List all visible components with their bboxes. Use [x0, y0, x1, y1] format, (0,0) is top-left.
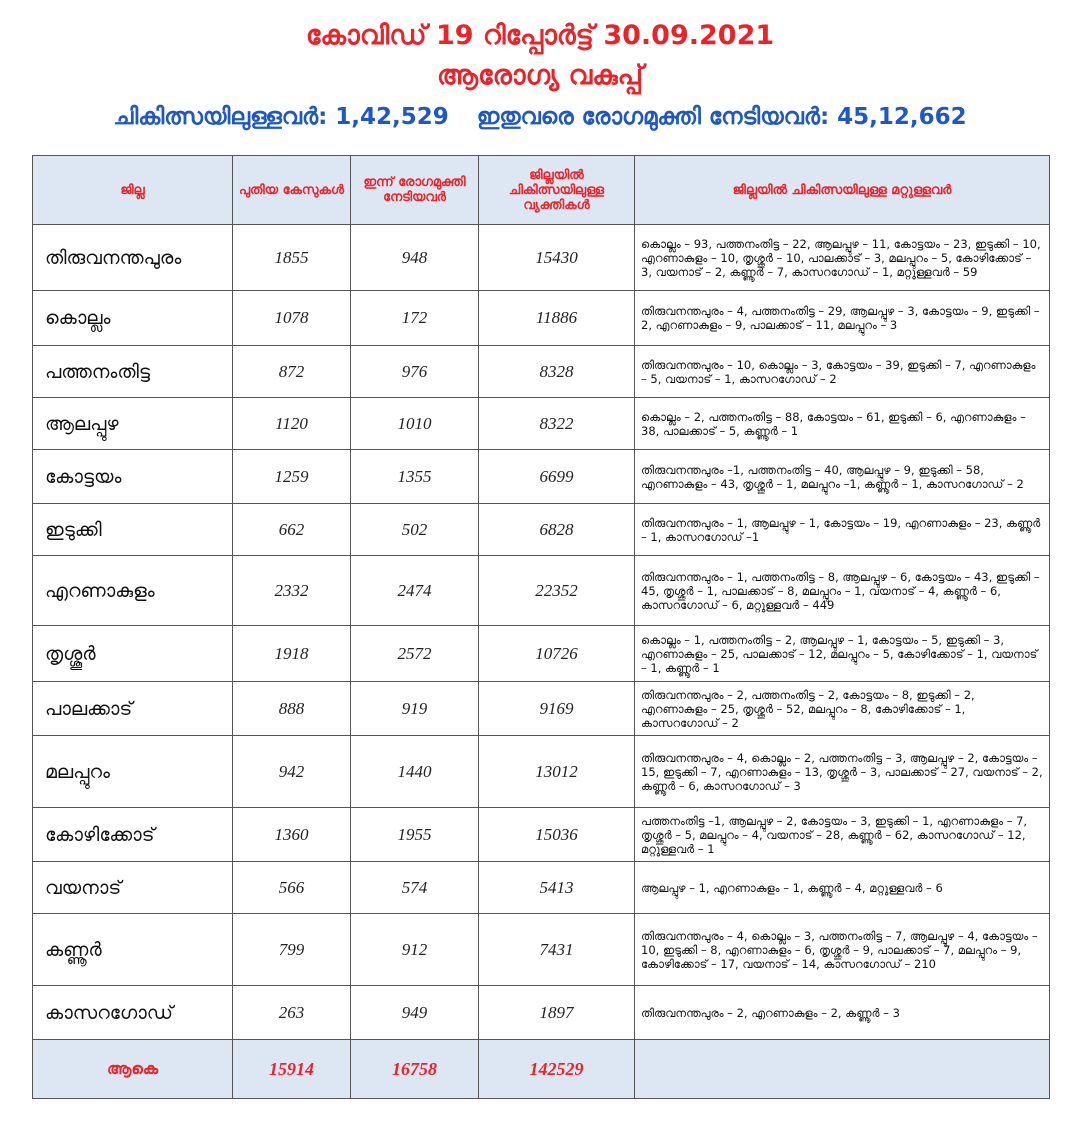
table-row	[33, 986, 1050, 1040]
others-breakdown: തിരുവനന്തപുരം – 1, ആലപ്പുഴ – 1, കോട്ടയം – 19, എറണാകുളം – 23, കണ്ണൂർ – 1, കാസറഗോഡ് –1	[635, 504, 1050, 556]
under-treatment: 15036	[479, 808, 635, 862]
table-row	[33, 398, 1050, 450]
others-breakdown: തിരുവനന്തപുരം – 4, കൊല്ലം – 3, പത്തനംതിട്ട – 7, ആലപ്പുഴ – 4, കോട്ടയം – 10, ഇടുക്കി – 8, എറണാകുളം – 6, തൃശ്ശൂർ – 9, പാലക്കാട് – 7, മലപ്പുറം – 9, കോഴിക്കോട് – 17, വയനാട് – 14, കാസറഗോഡ് – 210	[635, 914, 1050, 986]
under-treatment: 8322	[479, 398, 635, 450]
recovered-today: 2572	[351, 626, 479, 682]
new-cases: 872	[233, 346, 351, 398]
table-row	[33, 862, 1050, 914]
report-title: കോവിഡ് 19 റിപ്പോർട്ട് 30.09.2021	[305, 20, 775, 51]
new-cases: 1259	[233, 450, 351, 504]
others-breakdown: കൊല്ലം – 2, പത്തനംതിട്ട – 88, കോട്ടയം – 61, ഇടുക്കി – 6, എറണാകുളം – 38, പാലക്കാട് – 5, കണ്ണൂർ – 1	[635, 398, 1050, 450]
new-cases: 2332	[233, 556, 351, 626]
under-treatment: 10726	[479, 626, 635, 682]
table-row	[33, 504, 1050, 556]
district-name: തൃശ്ശൂർ	[33, 626, 233, 682]
new-cases: 799	[233, 914, 351, 986]
new-cases: 888	[233, 682, 351, 736]
total-label: ആകെ	[33, 1040, 233, 1099]
summary-line	[0, 104, 1080, 130]
district-name: കാസറഗോഡ്	[33, 986, 233, 1040]
district-name: വയനാട്	[33, 862, 233, 914]
under-treatment: 13012	[479, 736, 635, 808]
others-breakdown: തിരുവനന്തപുരം – 1, പത്തനംതിട്ട – 8, ആലപ്പുഴ – 6, കോട്ടയം – 43, ഇടുക്കി – 45, തൃശ്ശൂർ – 1, പാലക്കാട് – 8, മലപ്പുറം – 1, വയനാട് – 4, കണ്ണൂർ – 6, കാസറഗോഡ് – 6, മറ്റുള്ളവർ – 449	[635, 556, 1050, 626]
col-others: ജില്ലയിൽ ചികിത്സയിലുള്ള മറ്റുള്ളവർ	[635, 156, 1050, 225]
district-name: കണ്ണൂർ	[33, 914, 233, 986]
district-name: പത്തനംതിട്ട	[33, 346, 233, 398]
new-cases: 1855	[233, 225, 351, 291]
new-cases: 263	[233, 986, 351, 1040]
under-treatment: 11886	[479, 291, 635, 346]
department-name: ആരോഗ്യ വകുപ്പ്	[436, 60, 644, 91]
under-treatment: 15430	[479, 225, 635, 291]
under-treatment: 6828	[479, 504, 635, 556]
table-row	[33, 291, 1050, 346]
col-new-cases: പുതിയ കേസുകൾ	[233, 156, 351, 225]
recovered-today: 1355	[351, 450, 479, 504]
recovered-today: 574	[351, 862, 479, 914]
table-row	[33, 346, 1050, 398]
table-header-row	[33, 156, 1050, 225]
col-recovered-today: ഇന്ന് രോഗമുക്തി നേടിയവർ	[351, 156, 479, 225]
under-treatment-summary: ചികിത്സയിലുള്ളവർ: 1,42,529	[113, 104, 449, 130]
recovered-total-summary: ഇതുവരെ രോഗമുക്തി നേടിയവർ: 45,12,662	[476, 104, 967, 130]
others-breakdown: തിരുവനന്തപുരം – 4, കൊല്ലം – 2, പത്തനംതിട്ട – 3, ആലപ്പുഴ – 2, കോട്ടയം – 15, ഇടുക്കി – 7, എറണാകുളം – 13, തൃശ്ശൂർ – 3, പാലക്കാട് – 27, വയനാട് – 2, കണ്ണൂർ – 6, കാസറഗോഡ് – 3	[635, 736, 1050, 808]
total-new-cases: 15914	[233, 1040, 351, 1099]
district-name: കോട്ടയം	[33, 450, 233, 504]
under-treatment: 22352	[479, 556, 635, 626]
under-treatment: 7431	[479, 914, 635, 986]
total-others-empty	[635, 1040, 1050, 1099]
others-breakdown: തിരുവനന്തപുരം –1, പത്തനംതിട്ട – 40, ആലപ്പുഴ – 9, ഇടുക്കി – 58, എറണാകുളം – 43, തൃശ്ശൂർ – 1, മലപ്പുറം –1, കണ്ണൂർ – 1, കാസറഗോഡ് – 2	[635, 450, 1050, 504]
recovered-today: 502	[351, 504, 479, 556]
table-row	[33, 556, 1050, 626]
under-treatment: 1897	[479, 986, 635, 1040]
district-name: ആലപ്പുഴ	[33, 398, 233, 450]
total-under-treatment: 142529	[479, 1040, 635, 1099]
recovered-today: 1440	[351, 736, 479, 808]
new-cases: 1918	[233, 626, 351, 682]
table-row	[33, 626, 1050, 682]
district-name: കൊല്ലം	[33, 291, 233, 346]
district-name: മലപ്പുറം	[33, 736, 233, 808]
col-district: ജില്ല	[33, 156, 233, 225]
others-breakdown: തിരുവനന്തപുരം – 2, പത്തനംതിട്ട – 2, കോട്ടയം – 8, ഇടുക്കി – 2, എറണാകുളം – 25, തൃശ്ശൂർ – 52, മലപ്പുറം – 8, കോഴിക്കോട് – 1, കാസറഗോഡ് – 2	[635, 682, 1050, 736]
recovered-today: 172	[351, 291, 479, 346]
recovered-today: 912	[351, 914, 479, 986]
new-cases: 942	[233, 736, 351, 808]
under-treatment: 8328	[479, 346, 635, 398]
district-name: എറണാകുളം	[33, 556, 233, 626]
new-cases: 1078	[233, 291, 351, 346]
district-name: കോഴിക്കോട്	[33, 808, 233, 862]
others-breakdown: തിരുവനന്തപുരം – 2, എറണാകുളം – 2, കണ്ണൂർ – 3	[635, 986, 1050, 1040]
district-name: പാലക്കാട്	[33, 682, 233, 736]
others-breakdown: ആലപ്പുഴ – 1, എറണാകുളം – 1, കണ്ണൂർ – 4, മറ്റുള്ളവർ – 6	[635, 862, 1050, 914]
others-breakdown: തിരുവനന്തപുരം – 10, കൊല്ലം – 3, കോട്ടയം – 39, ഇടുക്കി – 7, എറണാകുളം – 5, വയനാട് – 1, കാസറഗോഡ് – 2	[635, 346, 1050, 398]
recovered-today: 1955	[351, 808, 479, 862]
recovered-today: 919	[351, 682, 479, 736]
recovered-today: 949	[351, 986, 479, 1040]
others-breakdown: കൊല്ലം – 93, പത്തനംതിട്ട – 22, ആലപ്പുഴ – 11, കോട്ടയം – 23, ഇടുക്കി – 10, എറണാകുളം – 10, തൃശ്ശൂർ – 10, പാലക്കാട് – 3, മലപ്പുറം – 5, കോഴിക്കോട് – 3, വയനാട് – 2, കണ്ണൂർ – 7, കാസറഗോഡ് – 1, മറ്റുള്ളവർ – 59	[635, 225, 1050, 291]
under-treatment: 9169	[479, 682, 635, 736]
new-cases: 566	[233, 862, 351, 914]
table-row	[33, 736, 1050, 808]
table-row	[33, 225, 1050, 291]
others-breakdown: തിരുവനന്തപുരം – 4, പത്തനംതിട്ട – 29, ആലപ്പുഴ – 3, കോട്ടയം – 9, ഇടുക്കി – 2, എറണാകുളം – 9, പാലക്കാട് – 11, മലപ്പുറം – 3	[635, 291, 1050, 346]
table-row	[33, 450, 1050, 504]
district-report-table	[32, 155, 1050, 1099]
others-breakdown: കൊല്ലം – 1, പത്തനംതിട്ട – 2, ആലപ്പുഴ – 1, കോട്ടയം – 5, ഇടുക്കി – 3, എറണാകുളം – 25, പാലക്കാട് – 12, മലപ്പുറം – 5, കോഴിക്കോട് – 1, വയനാട് – 1, കണ്ണൂർ – 1	[635, 626, 1050, 682]
recovered-today: 1010	[351, 398, 479, 450]
col-under-treatment: ജില്ലയിൽ ചികിത്സയിലുള്ള വ്യക്തികൾ	[479, 156, 635, 225]
district-name: തിരുവനന്തപുരം	[33, 225, 233, 291]
new-cases: 1360	[233, 808, 351, 862]
new-cases: 662	[233, 504, 351, 556]
recovered-today: 948	[351, 225, 479, 291]
total-row	[33, 1040, 1050, 1099]
district-name: ഇടുക്കി	[33, 504, 233, 556]
others-breakdown: പത്തനംതിട്ട –1, ആലപ്പുഴ – 2, കോട്ടയം – 3, ഇടുക്കി – 1, എറണാകുളം – 7, തൃശ്ശൂർ – 5, മലപ്പുറം – 4, വയനാട് – 28, കണ്ണൂർ – 62, കാസറഗോഡ് – 12, മറ്റുള്ളവർ – 1	[635, 808, 1050, 862]
under-treatment: 5413	[479, 862, 635, 914]
under-treatment: 6699	[479, 450, 635, 504]
table-row	[33, 808, 1050, 862]
recovered-today: 976	[351, 346, 479, 398]
table-row	[33, 682, 1050, 736]
new-cases: 1120	[233, 398, 351, 450]
total-recovered-today: 16758	[351, 1040, 479, 1099]
table-row	[33, 914, 1050, 986]
recovered-today: 2474	[351, 556, 479, 626]
